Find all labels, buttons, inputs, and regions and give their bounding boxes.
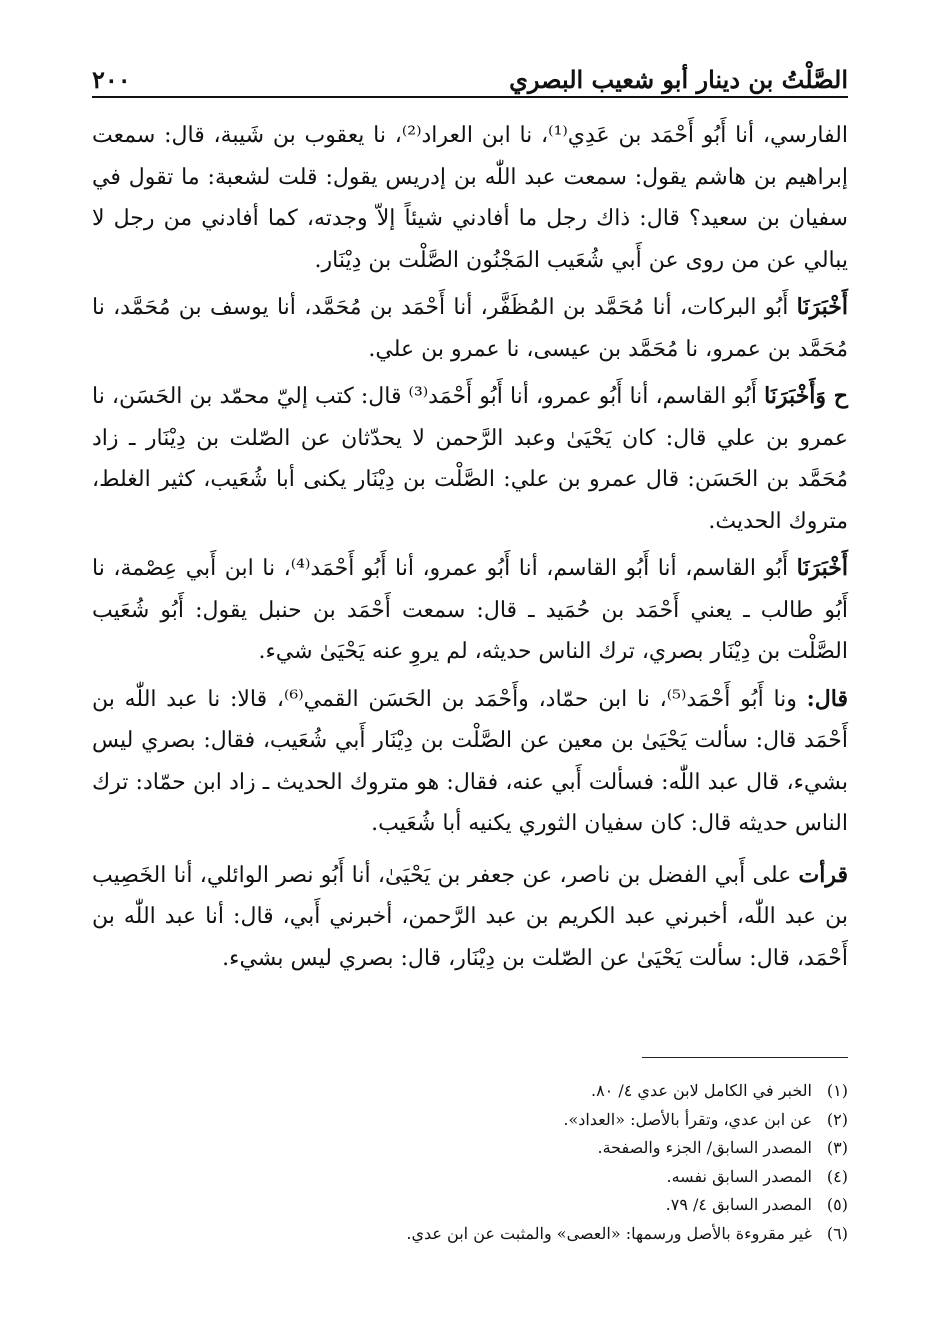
footnote-number: (٥) (826, 1195, 848, 1214)
paragraph-lead: ح وَأَخْبَرَنَا (764, 383, 848, 409)
footnote (92, 1163, 848, 1192)
paragraph-lead: أَخْبَرَنَا (796, 555, 848, 581)
footnote (92, 1077, 848, 1106)
paragraph-lead: أَخْبَرَنَا (796, 294, 848, 320)
footnote-number: (٢) (826, 1109, 848, 1129)
footnote-text: غير مقروءة بالأصل ورسمها: «العصى» والمثبت عن ابن عدي. (406, 1223, 812, 1243)
paragraph-text: الفارسي، أنا أَبُو أَحْمَد بن عَدِي⁽¹⁾، نا ابن العراد⁽²⁾، نا يعقوب بن شَيبة، قال: سمعت إبراهيم بن هاشم يقول: سمعت عبد اللّٰه بن إدريس يقول: قلت لشعبة: ما تقول في سفيان بن سعيد؟ قال: ذاك رجل ما أفادني شيئاً إلاّ وجدته، كما أفادني من رجل لا يبالي عن من روى عن أَبي شُعَيب المَجْنُون الصَّلْت بن دِيْنَار. (92, 123, 848, 273)
paragraph (92, 115, 848, 281)
footnote-number: (١) (826, 1081, 848, 1100)
running-title: الصَّلْتُ بن دينار أبو شعيب البصري (509, 65, 848, 94)
footnote-text: المصدر السابق نفسه. (666, 1166, 812, 1186)
footnote-text: الخبر في الكامل لابن عدي ٤/ ٨٠. (590, 1081, 812, 1100)
paragraph (92, 679, 848, 845)
header-rule (92, 96, 848, 98)
footnote (92, 1134, 848, 1163)
paragraph (92, 287, 848, 370)
paragraph-text: أَبُو القاسم، أنا أَبُو القاسم، أنا أَبُو عمرو، أنا أَبُو أَحْمَد⁽⁴⁾، نا ابن أَبي عِصْمة، نا أَبُو طالب ـ يعني أَحْمَد بن حُمَيد ـ قال: سمعت أَحْمَد بن حنبل يقول: أَبُو شُعَيب الصَّلْت بن دِيْنَار بصري، ترك الناس حديثه، لم يروِ عنه يَحْيَىٰ شيء. (92, 556, 848, 664)
footnote-text: عن ابن عدي، وتقرأ بالأصل: «العداد». (563, 1109, 812, 1129)
footnote-number: (٣) (826, 1138, 848, 1157)
paragraph-lead: قال: (806, 685, 848, 712)
paragraph (92, 548, 848, 673)
paragraph (92, 376, 848, 542)
footnote (92, 1106, 848, 1135)
page-number: ٢٠٠ (92, 65, 131, 94)
paragraph-text: أَبُو القاسم، أنا أَبُو عمرو، أنا أَبُو أَحْمَد⁽³⁾ قال: كتب إليّ محمّد بن الحَسَن، نا عمرو بن علي قال: كان يَحْيَىٰ وعبد الرَّحمن لا يحدّثان عن الصّلت بن دِيْنَار ـ زاد مُحَمَّد بن الحَسَن: قال عمرو بن علي: الصَّلْت بن دِيْنَار يكنى أبا شُعَيب، كثير الغلط، متروك الحديث. (92, 384, 848, 534)
footnote (92, 1220, 848, 1249)
running-header (92, 54, 848, 94)
main-text (92, 115, 848, 985)
paragraph-text: على أَبي الفضل بن ناصر، عن جعفر بن يَحْيَىٰ، أنا أَبُو نصر الوائلي، أنا الخَصِيب بن عبد اللّٰه، أخبرني عبد الكريم بن عبد الرَّحمن، أخبرني أَبي، قال: أنا عبد اللّٰه بن أَحْمَد، قال: سألت يَحْيَىٰ عن الصّلت بن دِيْنَار، قال: بصري ليس بشيء. (92, 862, 848, 971)
footnote (92, 1191, 848, 1220)
paragraph-text: أَبُو البركات، أنا مُحَمَّد بن المُظَفَّر، أنا أَحْمَد بن مُحَمَّد، أنا يوسف بن مُحَمَّد، نا مُحَمَّد بن عمرو، نا مُحَمَّد بن عيسى، نا عمرو بن علي. (92, 295, 848, 362)
footnotes (92, 1077, 848, 1248)
footnote-number: (٦) (826, 1223, 848, 1243)
footnote-text: المصدر السابق ٤/ ٧٩. (665, 1195, 812, 1214)
paragraph (92, 855, 848, 980)
paragraph-text: ونا أَبُو أَحْمَد⁽⁵⁾، نا ابن حمّاد، وأَحْمَد بن الحَسَن القمي⁽⁶⁾، قالا: نا عبد اللّٰه بن أَحْمَد قال: سألت يَحْيَىٰ بن معين عن الصَّلْت بن دِيْنَار أَبي شُعَيب، فقال: بصري ليس بشيء، قال عبد اللّٰه: فسألت أَبي عنه، فقال: هو متروك الحديث ـ زاد ابن حمّاد: ترك الناس حديثه قال: كان سفيان الثوري يكنيه أبا شُعَيب. (92, 686, 848, 836)
footnote-rule (642, 1057, 848, 1058)
footnote-number: (٤) (826, 1166, 848, 1186)
paragraph-lead: قرأت (798, 861, 848, 888)
footnote-text: المصدر السابق/ الجزء والصفحة. (597, 1138, 812, 1157)
